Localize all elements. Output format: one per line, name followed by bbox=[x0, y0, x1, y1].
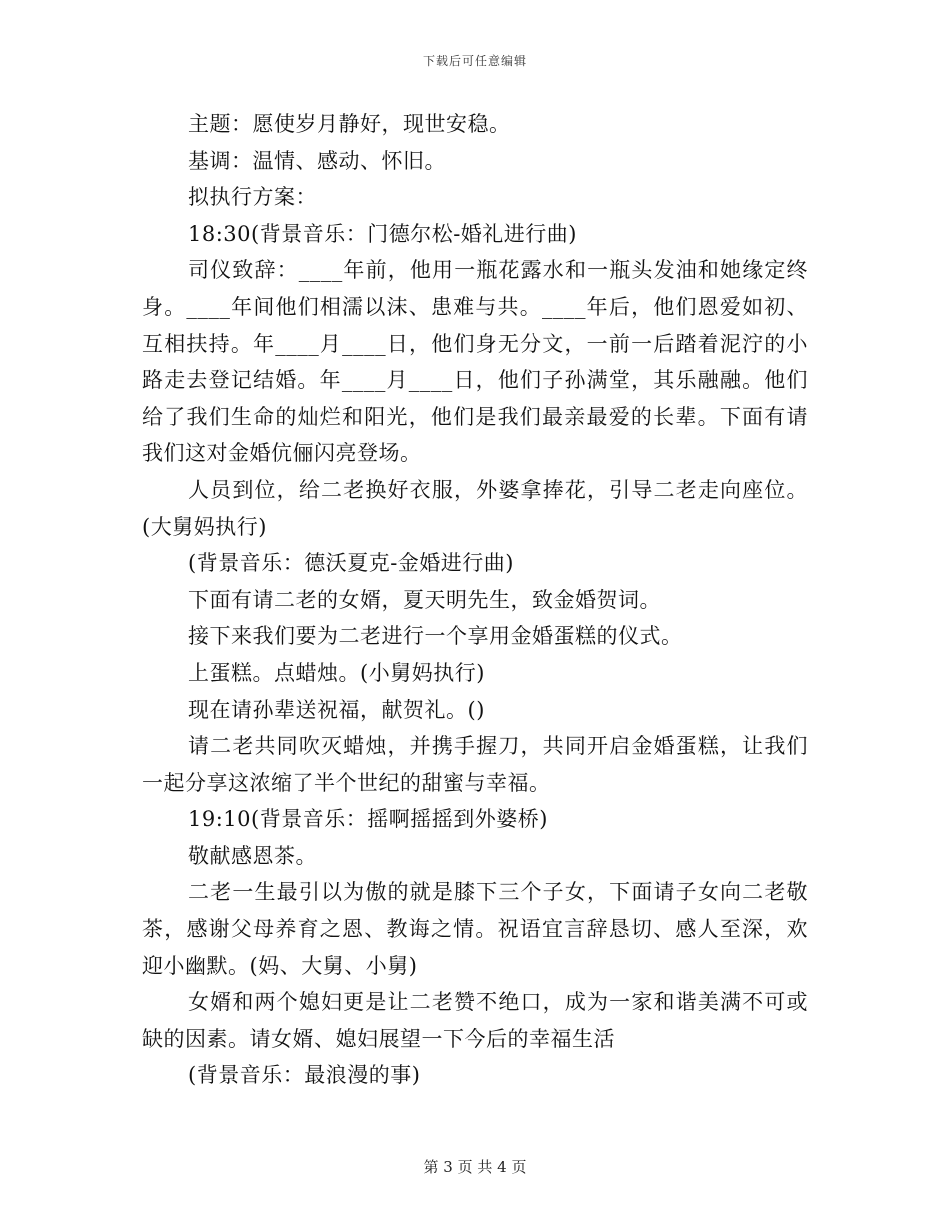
paragraph-staff-in-place: 人员到位，给二老换好衣服，外婆拿捧花，引导二老走向座位。(大舅妈执行) bbox=[142, 477, 808, 539]
paragraph-cake-candles: 上蛋糕。点蜡烛。(小舅妈执行) bbox=[188, 660, 485, 685]
paragraph-tone: 基调：温情、感动、怀旧。 bbox=[188, 148, 446, 173]
paragraph-host-speech: 司仪致辞：____年前，他用一瓶花露水和一瓶头发油和她缘定终身。____年间他们相濡以沫、患难与共。____年后，他们恩爱如初、互相扶持。年____月____日，他们身无分文，一前一后踏着泥泞的小路走去登记结婚。年____月____日，他们子孙满堂，其乐融融。他们给了我们生命的灿烂和阳光，他们是我们最亲最爱的长辈。下面有请我们这对金婚伉俪闪亮登场。 bbox=[142, 258, 808, 466]
paragraph-music-romantic: (背景音乐：最浪漫的事) bbox=[188, 1063, 421, 1088]
paragraph-in-laws: 女婿和两个媳妇更是让二老赞不绝口，成为一家和谐美满不可或缺的因素。请女婿、媳妇展望一下今后的幸福生活 bbox=[142, 990, 808, 1051]
paragraph-blow-candles: 请二老共同吹灭蜡烛，并携手握刀，共同开启金婚蛋糕，让我们一起分享这浓缩了半个世纪的甜蜜与幸福。 bbox=[142, 734, 808, 795]
paragraph-grandchildren-gifts: 现在请孙辈送祝福，献贺礼。() bbox=[188, 697, 485, 722]
paragraph-time-1910: 19:10(背景音乐：摇啊摇摇到外婆桥) bbox=[188, 807, 548, 832]
paragraph-children-tea: 二老一生最引以为傲的就是膝下三个子女，下面请子女向二老敬茶，感谢父母养育之恩、教诲之情。祝语宜言辞恳切、感人至深，欢迎小幽默。(妈、大舅、小舅) bbox=[142, 880, 808, 978]
paragraph-music-golden-march: (背景音乐：德沃夏克-金婚进行曲) bbox=[188, 551, 514, 576]
page-header-note: 下载后可任意编辑 bbox=[422, 54, 527, 68]
paragraph-time-1830: 18:30(背景音乐：门德尔松-婚礼进行曲) bbox=[188, 221, 577, 246]
paragraph-cake-ceremony: 接下来我们要为二老进行一个享用金婚蛋糕的仪式。 bbox=[188, 624, 683, 649]
paragraph-plan-heading: 拟执行方案： bbox=[188, 185, 317, 210]
paragraph-thanks-tea: 敬献感恩茶。 bbox=[188, 843, 317, 868]
page-number: 第 3 页 共 4 页 bbox=[423, 1158, 527, 1176]
paragraph-son-in-law-speech: 下面有请二老的女婿，夏天明先生，致金婚贺词。 bbox=[188, 587, 661, 612]
paragraph-theme: 主题：愿使岁月静好，现世安稳。 bbox=[188, 112, 511, 136]
document-body bbox=[142, 106, 808, 1094]
